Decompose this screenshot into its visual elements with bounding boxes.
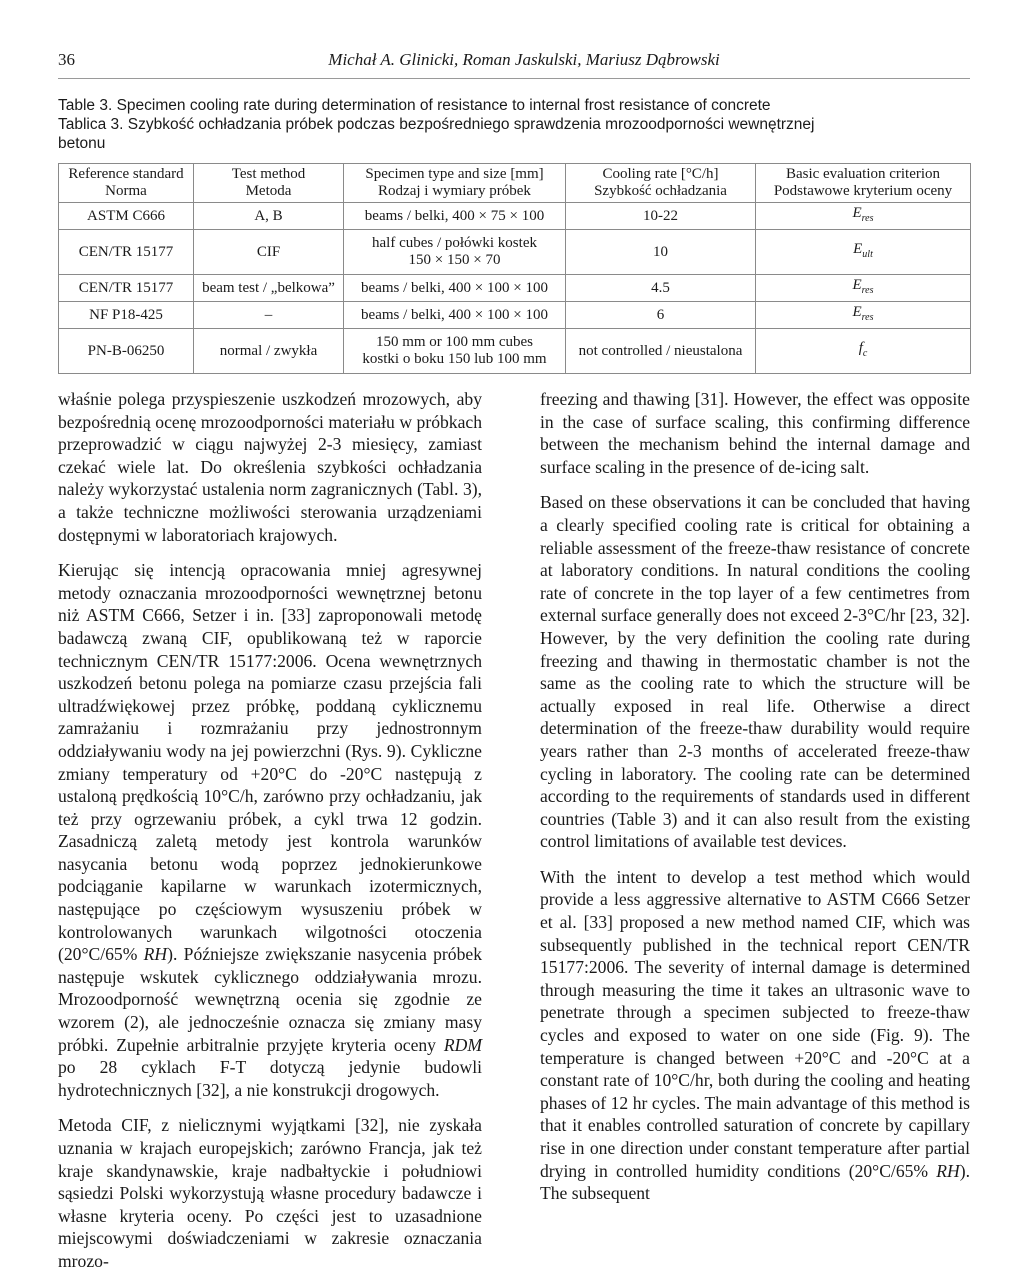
criterion-sub: ult — [862, 249, 873, 260]
table-row — [59, 203, 971, 230]
header-pl: Norma — [105, 183, 147, 199]
cell-standard: NF P18-425 — [59, 302, 194, 329]
specimen-line-1: half cubes / połówki kostek — [372, 235, 537, 251]
cell-specimen — [344, 203, 566, 230]
criterion-base: f — [858, 340, 863, 356]
paragraph: Metoda CIF, z nielicznymi wyjątkami [32], nie zyskała uznania w krajach europejskich; zarówno Francja, jak też kraje skandynawskie, kraje nadbałtyckie i południowi sąsiedzi Polski wykorzystują własne procedury badawcze i własne kryteria oceny. Po części jest to uzasadnione miejscowymi doświadczeniami w zakresie oznaczania mrozo- — [58, 1115, 482, 1271]
cell-specimen — [344, 329, 566, 374]
cell-criterion — [756, 329, 971, 374]
criterion-symbol — [852, 277, 874, 296]
cell-cooling: 4.5 — [566, 275, 756, 302]
cell-standard: CEN/TR 15177 — [59, 275, 194, 302]
text-run: Kierując się intencją opracowania mniej agresywnej metody oznaczania mrozoodporności wewnętrznej betonu niż ASTM C666, Setzer i in. [33] zaproponowali metodę badawczą zwaną CIF, opublikowaną też w raporcie technicznym CEN/TR 15177:2006. Ocena wewnętrznych uszkodzeń betonu polega na pomiarze czasu przejścia fali ultradźwiękowej przez próbkę, poddaną cyklicznemu zamrażaniu i rozmrażaniu przy jednostronnym oddziaływaniu wody na jej powierzchni (Rys. 9). Cykliczne zmiany temperatury od +20°C do -20°C następują z ustaloną prędkością 10°C/h, zarówno przy ochładzaniu, jak też przy ogrzewaniu próbek, a cykl trwa 12 godzin. Zasadniczą zaletą metody jest kontrola warunków nasycania betonu wodą poprzez jednokierunkowe podciąganie kapilarne w warunkach izotermicznych, następujące po częściowym wysuszeniu próbek w kontrolowanych warunkach wilgotności otoczenia (20°C/65% — [58, 560, 482, 965]
criterion-sub: c — [862, 348, 868, 359]
criterion-sub: res — [861, 285, 874, 296]
cell-method: normal / zwykła — [194, 329, 344, 374]
cell-method: beam test / „belkowa” — [194, 275, 344, 302]
right-column-text — [540, 388, 970, 1218]
criterion-base: E — [852, 304, 862, 320]
text-run: po 28 cyklach F-T dotyczą jedynie budowli hydrotechnicznych [32], a nie konstrukcji drogowych. — [58, 1057, 482, 1100]
header-en: Reference standard — [68, 166, 184, 182]
running-head — [58, 50, 970, 76]
col-header-cooling — [566, 164, 756, 203]
specimen-line-2: 150 × 150 × 70 — [408, 252, 501, 268]
paragraph — [540, 866, 970, 1205]
specimen-line-1: beams / belki, 400 × 75 × 100 — [364, 207, 545, 224]
header-pl: Podstawowe kryterium oceny — [773, 183, 953, 199]
running-head-authors: Michał A. Glinicki, Roman Jaskulski, Mariusz Dąbrowski — [328, 50, 720, 69]
cell-criterion — [756, 302, 971, 329]
table-row — [59, 230, 971, 275]
text-run: ). Późniejsze zwiększanie nasycenia próbek następuje wskutek cyklicznego oddziaływania mrozu. Mrozoodporność wewnętrzną ocenia się zgodnie ze wzorem (2), ale jednocześnie oznacza się zmiany masy próbki. Zupełnie arbitralnie przyjęte kryteria oceny — [58, 944, 482, 1055]
header-en: Test method — [231, 166, 306, 182]
italic-term: RH — [143, 944, 168, 965]
cell-specimen — [344, 302, 566, 329]
cell-criterion — [756, 203, 971, 230]
table-row — [59, 275, 971, 302]
specimen-line-1: beams / belki, 400 × 100 × 100 — [361, 279, 548, 296]
header-en: Specimen type and size [mm] — [365, 166, 544, 182]
cell-criterion — [756, 230, 971, 275]
specimen-line-2: kostki o boku 150 lub 100 mm — [362, 351, 547, 367]
text-run: With the intent to develop a test method which would provide a less aggressive alternative to ASTM C666 Setzer et al. [33] proposed a new method named CIF, which was subsequently published in the technical report CEN/TR 15177:2006. The severity of internal damage is determined through measuring the time it takes an ultrasonic wave to penetrate through a specimen subjected to freeze-thaw cycles and exposed to water on one side (Fig. 9). The temperature is changed between +20°C and -20°C at a constant rate of 10°C/hr, both during the cooling and heating phases of 12 hr cycles. The main advantage of this method is that it enables controlled saturation of concrete by capillary rise in one direction under constant temperature after partial drying in controlled humidity conditions (20°C/65% — [540, 866, 970, 1181]
table-caption — [58, 96, 970, 153]
cell-cooling: 6 — [566, 302, 756, 329]
criterion-sub: res — [861, 312, 874, 323]
table-header-row — [59, 164, 971, 203]
paragraph: Based on these observations it can be concluded that having a clearly specified cooling rate is critical for obtaining a reliable assessment of the freeze-thaw resistance of concrete at laboratory conditions. In natural conditions the cooling rate of concrete in the top layer of a few centimetres from external surface generally does not exceed 2-3°C/hr [23, 32]. However, by the very definition the cooling rate during freezing and thawing in thermostatic chamber is not the same as the cooling rate to which the structure will be actually exposed in real life. Otherwise a direct determination of the freeze-thaw durability would require years rather than 2-3 months of accelerated freeze-thaw cycling in laboratory. The cooling rate can be determined according to the requirements of standards used in different countries (Table 3) and it can also result from the existing control limitations of available test devices. — [540, 492, 970, 852]
col-header-standard — [59, 164, 194, 203]
italic-term: RDM — [443, 1034, 482, 1055]
paragraph — [58, 559, 482, 1101]
col-header-criterion — [756, 164, 971, 203]
cell-cooling: 10 — [566, 230, 756, 275]
cell-standard: PN-B-06250 — [59, 329, 194, 374]
col-header-specimen — [344, 164, 566, 203]
table-caption-en: Table 3. Specimen cooling rate during determination of resistance to internal frost resistance of concrete — [58, 97, 771, 114]
header-en: Basic evaluation criterion — [785, 166, 941, 182]
cooling-rate-table — [58, 163, 971, 374]
criterion-symbol — [852, 205, 874, 224]
cell-standard: ASTM C666 — [59, 203, 194, 230]
specimen-line-1: 150 mm or 100 mm cubes — [375, 334, 534, 350]
paragraph: właśnie polega przyspieszenie uszkodzeń mrozowych, aby bezpośrednią ocenę mrozoodporności materiału w próbkach przeprowadzić w ciągu najwyżej 2-3 miesięcy, zamiast czekać wiele lat. Do określenia szybkości ochładzania należy wykorzystać ustalenia norm zagranicznych (Tabl. 3), a także techniczne możliwości sterowania urządzeniami dostępnymi w laboratoriach krajowych. — [58, 389, 482, 545]
criterion-symbol — [858, 340, 868, 359]
table-row — [59, 329, 971, 374]
header-rule — [58, 78, 970, 79]
header-en: Cooling rate [°C/h] — [602, 166, 719, 182]
criterion-symbol — [852, 304, 874, 323]
cell-criterion — [756, 275, 971, 302]
col-header-method — [194, 164, 344, 203]
page-number: 36 — [58, 50, 75, 69]
specimen-line-1: beams / belki, 400 × 100 × 100 — [361, 306, 548, 323]
cell-cooling: not controlled / nieustalona — [566, 329, 756, 374]
left-column-text — [58, 388, 482, 1286]
cell-specimen — [344, 275, 566, 302]
table-caption-pl-cont: betonu — [58, 135, 106, 152]
criterion-base: E — [852, 205, 862, 221]
cell-method: A, B — [194, 203, 344, 230]
cell-method: – — [194, 302, 344, 329]
table-caption-pl: Tablica 3. Szybkość ochładzania próbek podczas bezpośredniego sprawdzenia mrozoodporności wewnętrznej — [58, 116, 815, 133]
criterion-base: E — [852, 277, 862, 293]
cell-standard: CEN/TR 15177 — [59, 230, 194, 275]
criterion-sub: res — [861, 213, 874, 224]
table-row — [59, 302, 971, 329]
text-run: ). The subsequent — [540, 1160, 970, 1204]
header-pl: Rodzaj i wymiary próbek — [378, 183, 531, 199]
italic-term: RH — [936, 1160, 960, 1181]
criterion-base: E — [853, 241, 863, 257]
cell-cooling: 10-22 — [566, 203, 756, 230]
cell-specimen — [344, 230, 566, 275]
criterion-symbol — [853, 241, 873, 260]
header-pl: Metoda — [245, 183, 292, 199]
cell-method: CIF — [194, 230, 344, 275]
header-pl: Szybkość ochładzania — [594, 183, 727, 199]
paragraph: freezing and thawing [31]. However, the effect was opposite in the case of surface scaling, this confirming difference between the mechanism behind the internal damage and surface scaling in the presence of de-icing salt. — [540, 389, 970, 477]
